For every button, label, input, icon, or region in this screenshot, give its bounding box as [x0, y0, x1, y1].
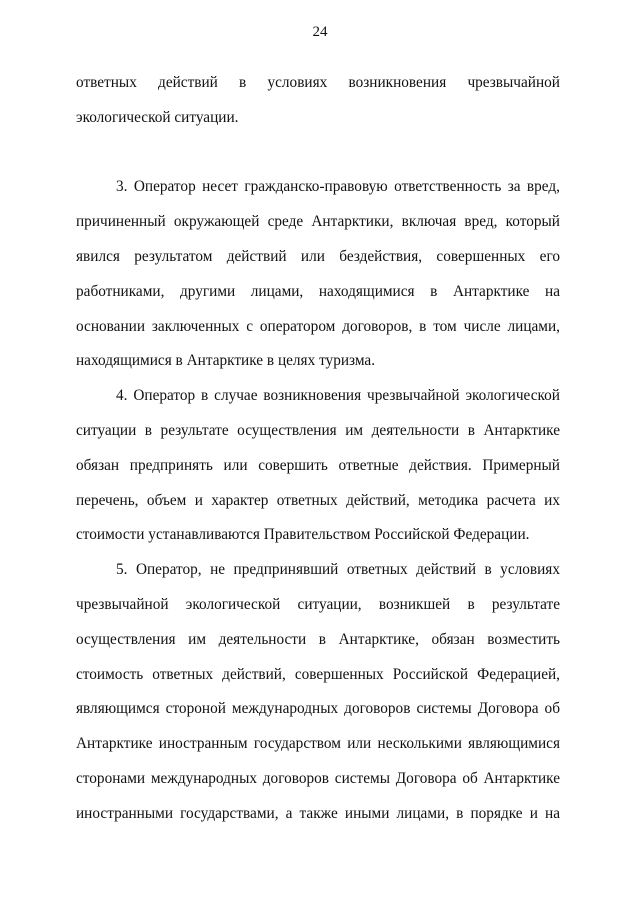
- paragraph-continuation: ответных действий в условиях возникновения чрезвычайной экологической ситуации.: [76, 74, 560, 126]
- paragraph-4: 4. Оператор в случае возникновения чрезвычайной экологической ситуации в результате осуществления им деятельности в Антарктике обязан предпринять или совершить ответные действия. Примерный перечень, объем и характер ответных действий, методика расчета их стоимости устанавливаются Правительством Российской Федерации.: [76, 387, 560, 544]
- document-body: [76, 66, 560, 832]
- paragraph-5: 5. Оператор, не предпринявший ответных действий в условиях чрезвычайной экологической ситуации, возникшей в результате осуществления им деятельности в Антарктике, обязан возместить стоимость ответных действий, совершенных Российской Федерацией, являющимся стороной международных договоров системы Договора об Антарктике иностранным государством или несколькими являющимися сторонами международных договоров системы Договора об Антарктике иностранными государствами, а также иными лицами, в порядке и на: [76, 561, 560, 822]
- paragraph-3: 3. Оператор несет гражданско-правовую ответственность за вред, причиненный окружающей среде Антарктики, включая вред, который явился результатом действий или бездействия, совершенных его работниками, другими лицами, находящимися в Антарктике на основании заключенных с оператором договоров, в том числе лицами, находящимися в Антарктике в целях туризма.: [76, 178, 560, 370]
- page-number: 24: [312, 24, 328, 40]
